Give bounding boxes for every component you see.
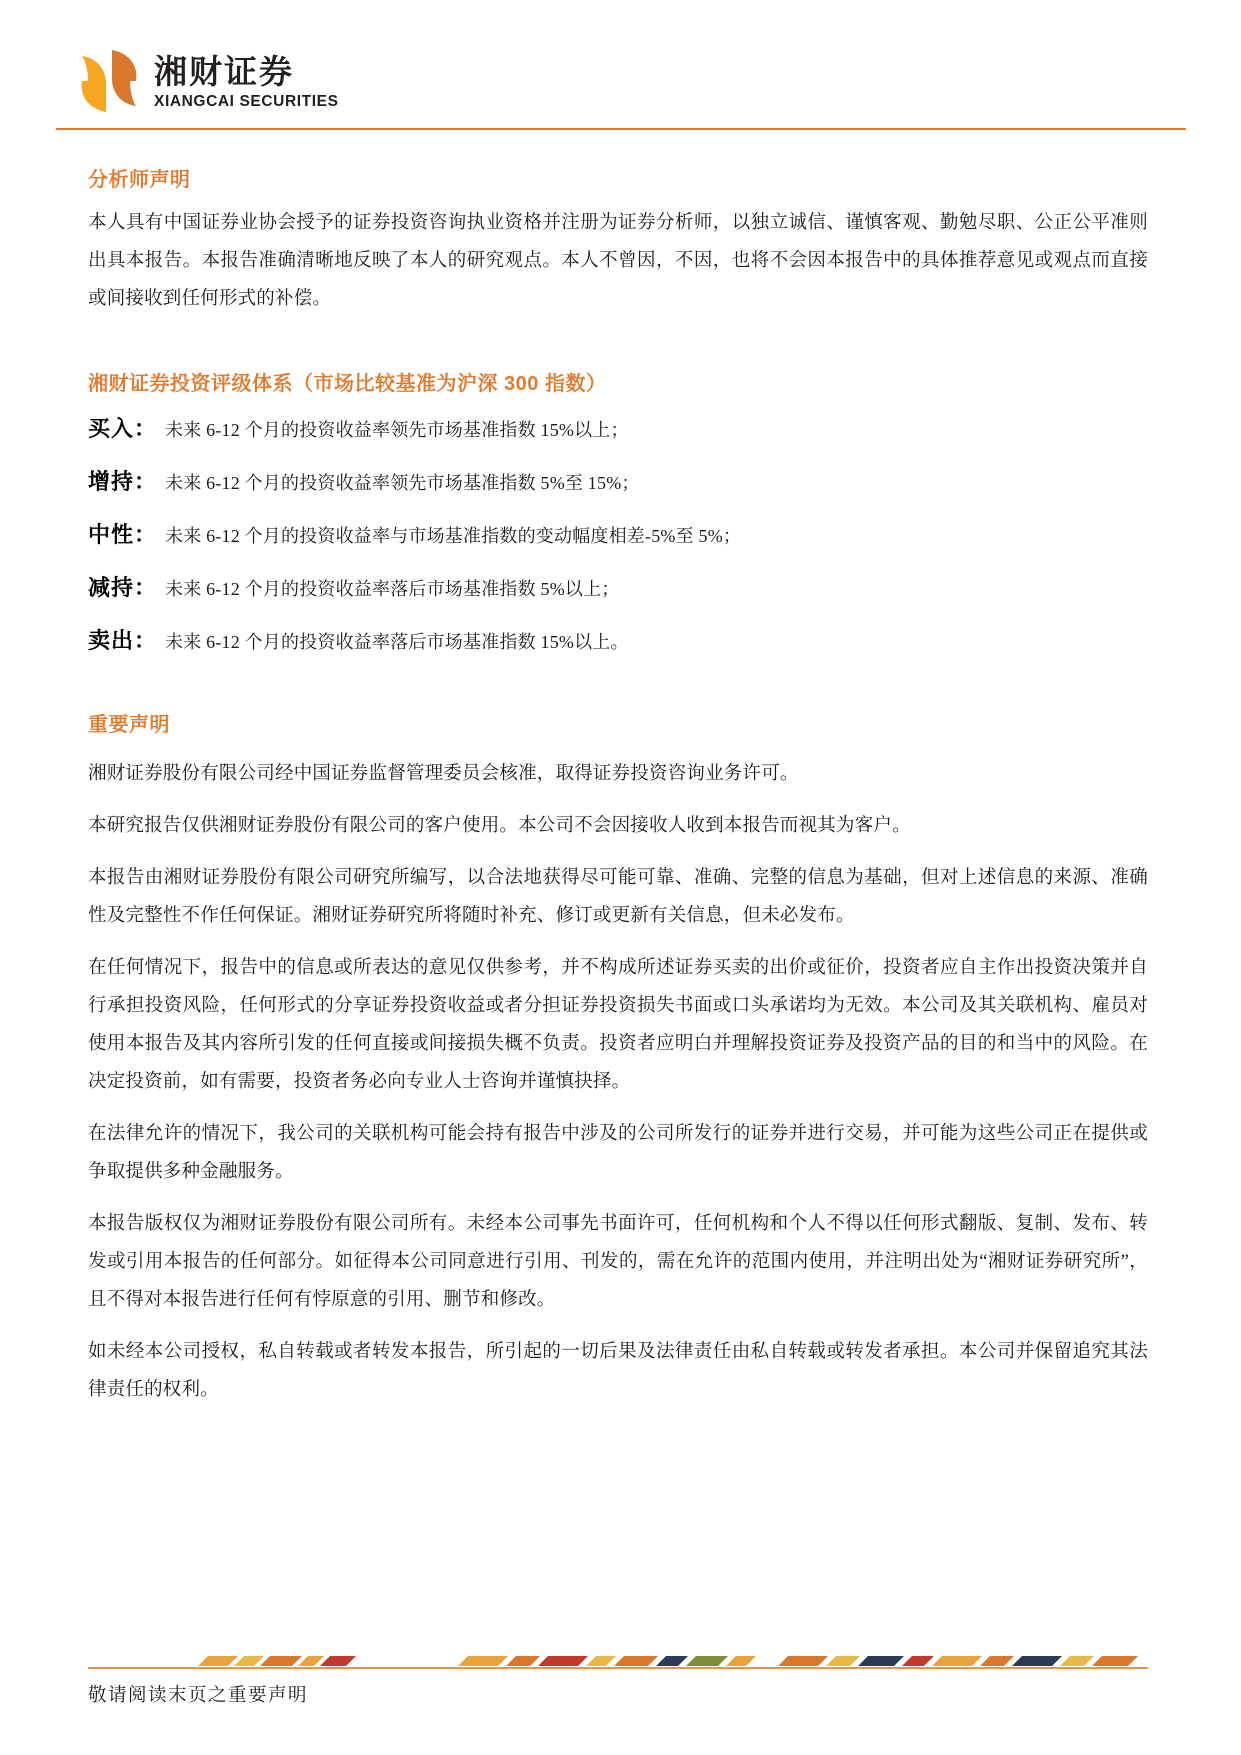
important-paragraph: 在法律允许的情况下，我公司的关联机构可能会持有报告中涉及的公司所发行的证券并进行交易，并可能为这些公司正在提供或争取提供多种金融服务。	[88, 1124, 1148, 1182]
page-header	[0, 0, 1241, 140]
company-logo	[78, 48, 339, 114]
section-analyst-statement	[88, 166, 1148, 318]
important-paragraph: 本报告由湘财证券股份有限公司研究所编写，以合法地获得尽可能可靠、准确、完整的信息为基础，但对上述信息的来源、准确性及完整性不作任何保证。湘财证券研究所将随时补充、修订或更新有关信息，但未必发布。	[88, 868, 1148, 926]
xiangcai-logo-mark-icon	[78, 48, 140, 114]
footer-decorative-stripes	[88, 1656, 1148, 1669]
page-content	[88, 160, 1148, 1409]
rating-label: 减持：	[88, 575, 158, 600]
rating-description: 未来 6-12 个月的投资收益率落后市场基准指数 5%以上；	[165, 579, 620, 599]
header-divider	[56, 128, 1186, 130]
rating-item-overweight	[88, 463, 1148, 502]
rating-description: 未来 6-12 个月的投资收益率领先市场基准指数 15%以上；	[165, 420, 629, 440]
important-statement-title: 重要声明	[88, 714, 170, 736]
important-paragraph: 本报告版权仅为湘财证券股份有限公司所有。未经本公司事先书面许可，任何机构和个人不得以任何形式翻版、复制、发布、转发或引用本报告的任何部分。如征得本公司同意进行引用、刊发的，需在允许的范围内使用，并注明出处为“湘财证券研究所”，且不得对本报告进行任何有悖原意的引用、删节和修改。	[88, 1214, 1148, 1310]
analyst-statement-title: 分析师声明	[88, 169, 191, 191]
rating-description: 未来 6-12 个月的投资收益率领先市场基准指数 5%至 15%；	[165, 473, 640, 493]
important-paragraph: 如未经本公司授权，私自转载或者转发本报告，所引起的一切后果及法律责任由私自转载或转发者承担。本公司并保留追究其法律责任的权利。	[88, 1342, 1148, 1400]
page-footer	[0, 1605, 1241, 1755]
important-paragraph: 本研究报告仅供湘财证券股份有限公司的客户使用。本公司不会因接收人收到本报告而视其为客户。	[88, 816, 911, 836]
company-name-cn: 湘财证券	[154, 52, 294, 90]
rating-item-underweight	[88, 569, 1148, 608]
rating-description: 未来 6-12 个月的投资收益率与市场基准指数的变动幅度相差-5%至 5%；	[165, 526, 742, 546]
rating-description: 未来 6-12 个月的投资收益率落后市场基准指数 15%以上。	[165, 632, 629, 652]
analyst-statement-body: 本人具有中国证券业协会授予的证券投资咨询执业资格并注册为证券分析师，以独立诚信、谨慎客观、勤勉尽职、公正公平准则出具本报告。本报告准确清晰地反映了本人的研究观点。本人不曾因，不因，也将不会因本报告中的具体推荐意见或观点而直接或间接收到任何形式的补偿。	[88, 213, 1148, 309]
rating-label: 卖出：	[88, 628, 158, 653]
rating-label: 中性：	[88, 522, 158, 547]
rating-item-sell	[88, 622, 1148, 661]
section-rating-system	[88, 370, 1148, 661]
important-paragraph: 在任何情况下，报告中的信息或所表达的意见仅供参考，并不构成所述证券买卖的出价或征价，投资者应自主作出投资决策并自行承担投资风险，任何形式的分享证券投资收益或者分担证券投资损失书面或口头承诺均为无效。本公司及其关联机构、雇员对使用本报告及其内容所引发的任何直接或间接损失概不负责。投资者应明白并理解投资证券及投资产品的目的和当中的风险。在决定投资前，如有需要，投资者务必向专业人士咨询并谨慎抉择。	[88, 958, 1148, 1092]
rating-item-neutral	[88, 516, 1148, 555]
company-name-en: XIANGCAI SECURITIES	[154, 92, 339, 110]
rating-label: 增持：	[88, 469, 158, 494]
rating-system-title: 湘财证券投资评级体系（市场比较基准为沪深 300 指数）	[88, 373, 607, 395]
rating-label: 买入：	[88, 416, 158, 441]
company-logo-text	[154, 53, 339, 109]
rating-list	[88, 410, 1148, 661]
rating-item-buy	[88, 410, 1148, 449]
important-paragraph: 湘财证券股份有限公司经中国证券监督管理委员会核准，取得证券投资咨询业务许可。	[88, 764, 799, 784]
section-important-statement	[88, 711, 1148, 1409]
footer-note: 敬请阅读末页之重要声明	[88, 1686, 309, 1706]
